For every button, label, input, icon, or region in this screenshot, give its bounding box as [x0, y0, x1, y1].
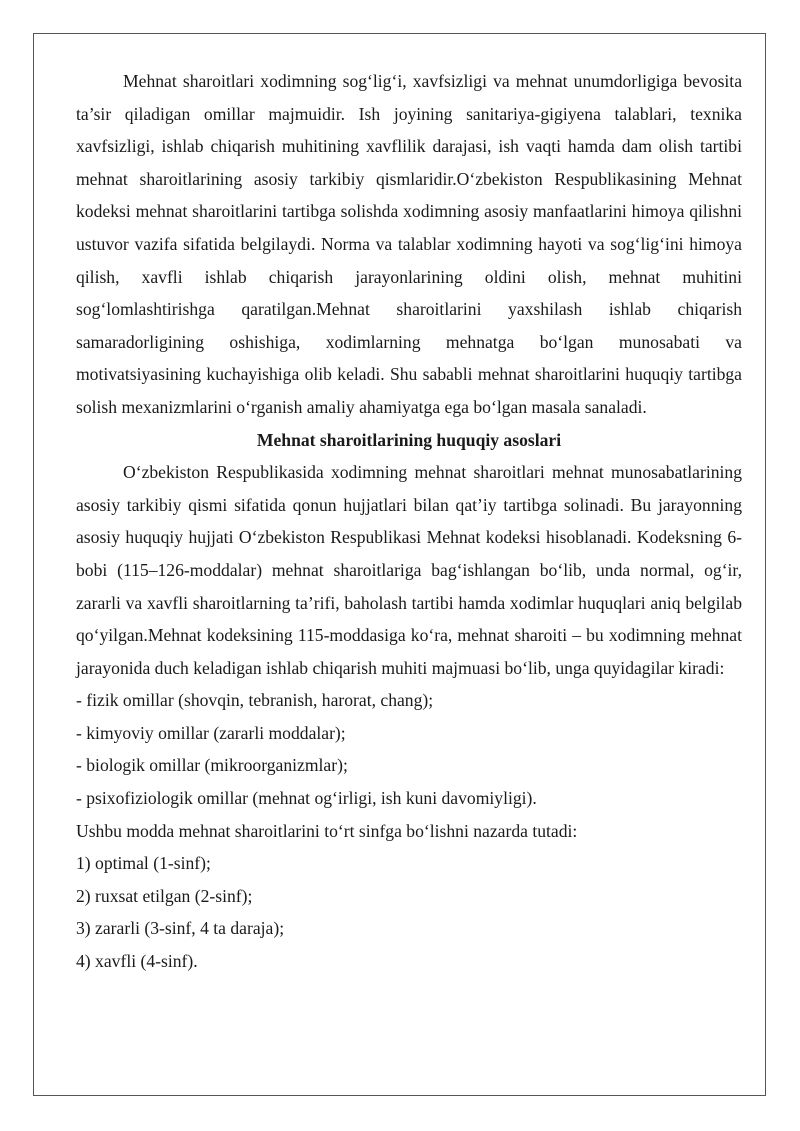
class-item: 3) zararli (3-sinf, 4 ta daraja);	[76, 918, 285, 939]
factor-item: - kimyoviy omillar (zararli moddalar);	[76, 722, 346, 743]
paragraph-intro: Mehnat sharoitlari xodimning sog‘lig‘i, xavfsizligi va mehnat unumdorligiga bevosita ta’sir qiladigan omillar majmuidir. Ish joyining sanitariya-gigiyena talablari, texnika xavfsizligi, ishlab chiqarish muhitining xavflilik darajasi, ish vaqti hamda dam olish tartibi mehnat sharoitlarining asosiy tarkibiy qismlaridir.O‘zbekiston Respublikasining Mehnat kodeksi mehnat sharoitlarini tartibga solishda xodimning asosiy manfaatlarini himoya qilishni ustuvor vazifa sifatida belgilaydi. Norma va talablar xodimning hayoti va sog‘lig‘ini himoya qilish, xavfli ishlab chiqarish jarayonlarining oldini olish, mehnat muhitini sog‘lomlashtirishga qaratilgan.Mehnat sharoitlarini yaxshilash ishlab chiqarish samaradorligining oshishiga, xodimlarning mehnatga bo‘lgan munosabati va motivatsiyasining kuchayishiga olib keladi. Shu sababli mehnat sharoitlarini huquqiy tartibga solish mexanizmlarini o‘rganish amaliy ahamiyatga ega bo‘lgan masala sanaladi.	[76, 71, 742, 417]
class-item: 1) optimal (1-sinf);	[76, 853, 211, 874]
class-item: 2) ruxsat etilgan (2-sinf);	[76, 885, 253, 906]
paragraph-legal-basis: O‘zbekiston Respublikasida xodimning mehnat sharoitlari mehnat munosabatlarining asosiy tarkibiy qismi sifatida qonun hujjatlari bilan qat’iy tartibga solinadi. Bu jarayonning asosiy huquqiy hujjati O‘zbekiston Respublikasi Mehnat kodeksi hisoblanadi. Kodeksning 6-bobi (115–126-moddalar) mehnat sharoitlariga bag‘ishlangan bo‘lib, unda normal, og‘ir, zararli va xavfli sharoitlarning ta’rifi, baholash tartibi hamda xodimlar huquqlari aniq belgilab qo‘yilgan.Mehnat kodeksining 115-moddasiga ko‘ra, mehnat sharoiti – bu xodimning mehnat jarayonida duch keladigan ishlab chiqarish muhiti majmuasi bo‘lib, unga quyidagilar kiradi:	[76, 462, 742, 678]
factor-item: - biologik omillar (mikroorganizmlar);	[76, 755, 348, 776]
document-body	[76, 65, 742, 978]
factor-item: - fizik omillar (shovqin, tebranish, harorat, chang);	[76, 690, 434, 711]
factor-item: - psixofiziologik omillar (mehnat og‘irligi, ish kuni davomiyligi).	[76, 788, 537, 809]
section-heading: Mehnat sharoitlarining huquqiy asoslari	[256, 429, 562, 450]
classes-intro: Ushbu modda mehnat sharoitlarini to‘rt sinfga bo‘lishni nazarda tutadi:	[76, 820, 578, 841]
class-item: 4) xavfli (4-sinf).	[76, 951, 198, 972]
